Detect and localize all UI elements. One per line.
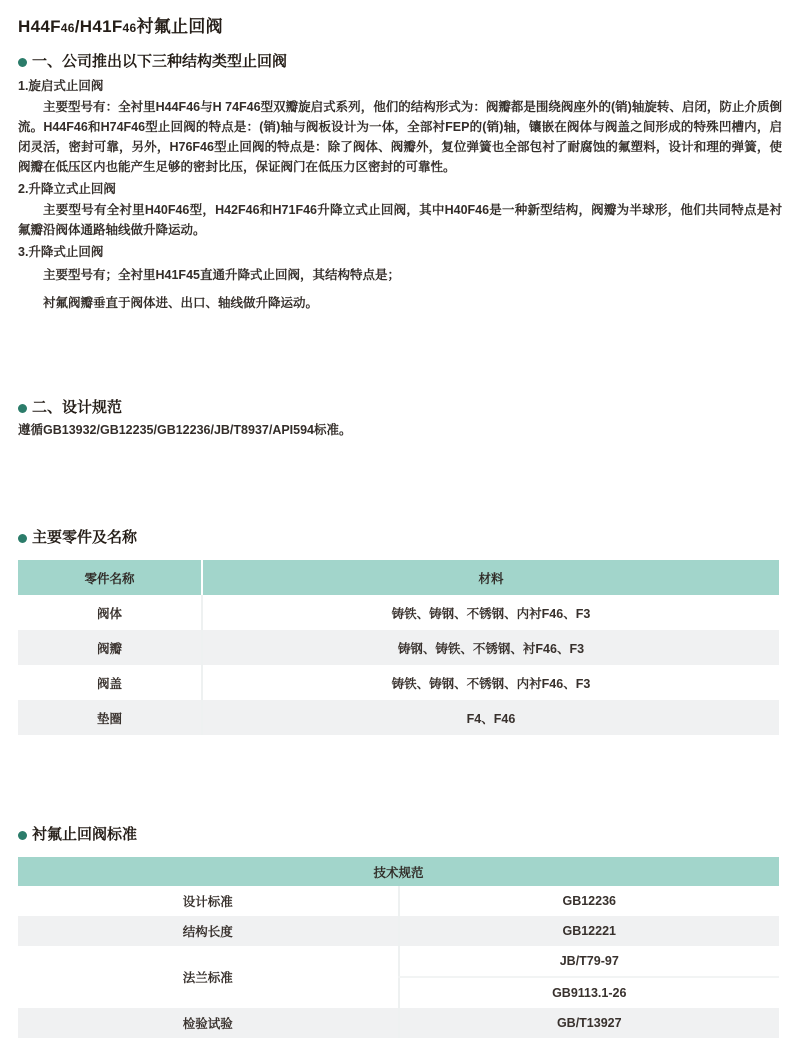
section-heading-label: 二、设计规范 [32, 399, 123, 416]
part-name-cell: 阀瓣 [18, 630, 202, 665]
table-header-row [18, 857, 779, 886]
section-heading-label: 主要零件及名称 [32, 529, 138, 546]
part-name-cell: 阀盖 [18, 665, 202, 700]
standard-value-cell: GB/T13927 [399, 1008, 780, 1038]
paragraph-lift-type-line1: 主要型号有；全衬里H41F45直通升降式止回阀，其结构特点是； [43, 268, 400, 282]
subsection-label-lift-type: 3.升降式止回阀 [18, 245, 104, 259]
table-row [18, 946, 779, 977]
part-name-cell: 阀体 [18, 595, 202, 630]
section-heading-valve-standards [18, 825, 782, 845]
page-title [18, 16, 782, 39]
standard-label-cell: 检验试验 [18, 1008, 399, 1038]
column-header-technical-spec: 技术规范 [18, 857, 779, 886]
part-name-cell: 垫圈 [18, 700, 202, 735]
title-part: 衬氟止回阀 [136, 17, 223, 36]
standard-label-cell: 设计标准 [18, 886, 399, 916]
column-header-part-name: 零件名称 [18, 560, 202, 595]
paragraph-lift-type-line2: 衬氟阀瓣垂直于阀体进、出口、轴线做升降运动。 [43, 296, 319, 310]
subsection-label-lift-vertical-type: 2.升降立式止回阀 [18, 182, 116, 196]
table-row [18, 886, 779, 916]
standard-value-cell: GB12221 [399, 916, 780, 946]
bullet-icon [18, 404, 27, 413]
bullet-icon [18, 831, 27, 840]
table-row [18, 1008, 779, 1038]
paragraph-swing-type: 主要型号有：全衬里H44F46与H 74F46型双瓣旋启式系列，他们的结构形式为：阀瓣都是围绕阀座外的(销)轴旋转、启闭，防止介质倒流。H44F46和H74F46型止回阀的特点是：(销)轴与阀板设计为一体，全部衬FEP的(销)轴，镶嵌在阀体与阀盖之间形成的特殊凹槽内，启闭灵活，密封可靠，另外，H76F46型止回阀的特点是：除了阀体、阀瓣外，复位弹簧也全部包衬了耐腐蚀的氟塑料，设计和理的弹簧，使阀瓣在低压区内也能产生足够的密封比压，保证阀门在低压力区密封的可靠性。 [18, 100, 782, 174]
section-heading-design-spec [18, 398, 782, 418]
table-row [18, 665, 779, 700]
standard-value-cell: GB9113.1-26 [399, 977, 780, 1008]
design-spec-standards-text: 遵循GB13932/GB12235/GB12236/JB/T8937/API594标准。 [18, 423, 352, 437]
section-heading-structure-types [18, 52, 782, 72]
section-heading-label: 衬氟止回阀标准 [32, 826, 138, 843]
paragraph-lift-vertical-type: 主要型号有全衬里H40F46型，H42F46和H71F46升降立式止回阀，其中H40F46是一种新型结构，阀瓣为半球形，他们共同特点是衬氟瓣沿阀体通路轴线做升降运动。 [18, 203, 782, 237]
material-cell: 铸铁、铸钢、不锈钢、内衬F46、F3 [202, 665, 779, 700]
bullet-icon [18, 534, 27, 543]
title-model-suffix: 46 [122, 21, 137, 35]
table-row [18, 916, 779, 946]
standard-label-cell: 结构长度 [18, 916, 399, 946]
standard-value-cell: JB/T79-97 [399, 946, 780, 977]
bullet-icon [18, 58, 27, 67]
table-row [18, 595, 779, 630]
technical-standards-table [18, 857, 779, 1038]
table-row [18, 630, 779, 665]
parts-materials-table [18, 560, 779, 735]
material-cell: 铸铁、铸钢、不锈钢、内衬F46、F3 [202, 595, 779, 630]
material-cell: F4、F46 [202, 700, 779, 735]
title-part: H44F [18, 17, 61, 36]
standard-value-cell: GB12236 [399, 886, 780, 916]
material-cell: 铸钢、铸铁、不锈钢、衬F46、F3 [202, 630, 779, 665]
section-heading-label: 一、公司推出以下三种结构类型止回阀 [32, 53, 288, 70]
column-header-material: 材料 [202, 560, 779, 595]
table-row [18, 700, 779, 735]
section-heading-main-parts [18, 528, 782, 548]
standard-label-cell: 法兰标准 [18, 946, 399, 1008]
title-model-suffix: 46 [60, 21, 75, 35]
title-part: /H41F [74, 17, 123, 36]
table-header-row [18, 560, 779, 595]
subsection-label-swing-type: 1.旋启式止回阀 [18, 79, 104, 93]
